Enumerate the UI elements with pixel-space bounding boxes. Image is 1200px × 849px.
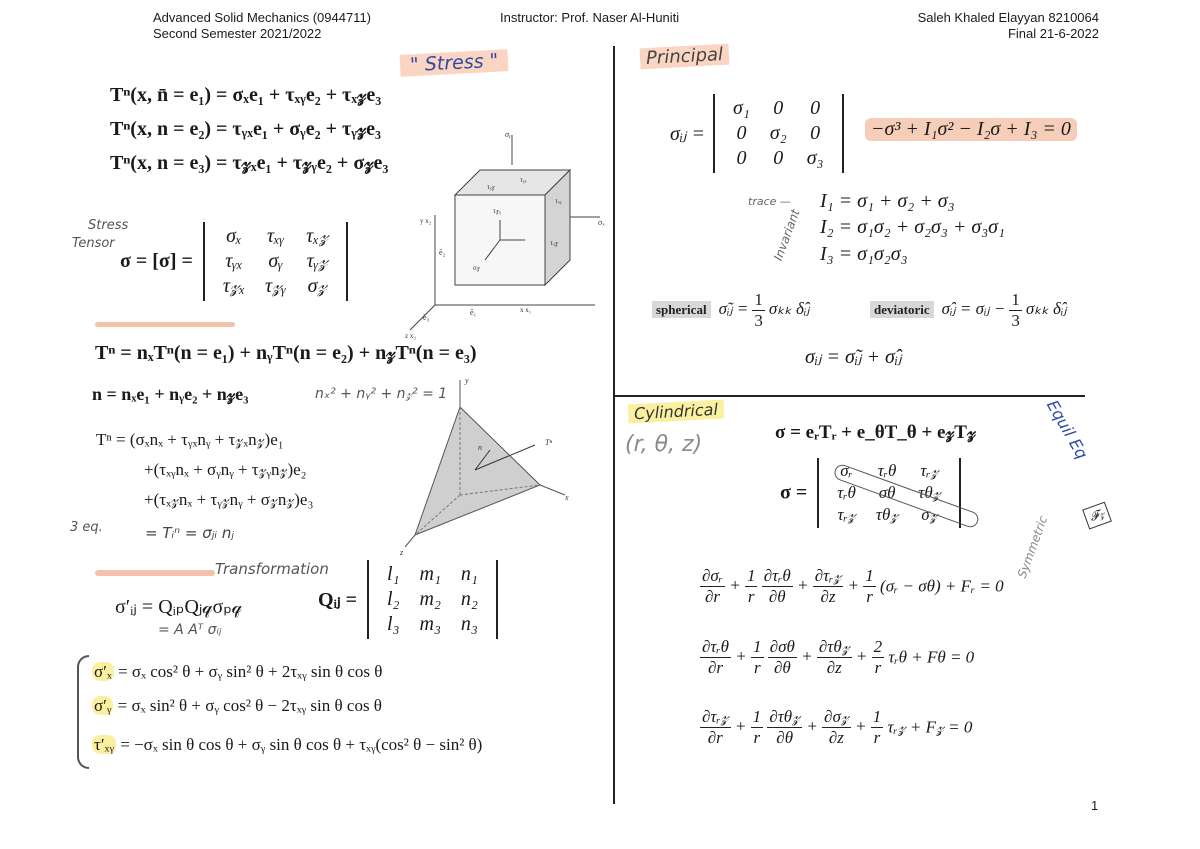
- trace-label: trace —: [748, 195, 791, 208]
- rotation-lhs: σ′ᵧ: [94, 696, 112, 715]
- sigma-vector-eq: σ = eᵣTᵣ + e_θT_θ + e𝓏T𝓏: [775, 422, 976, 443]
- q-matrix: [367, 560, 498, 639]
- matrix-cell: τᵣθ: [837, 483, 856, 502]
- matrix-cell: l₂: [387, 588, 400, 610]
- term-num: ∂τᵣ𝓏: [702, 707, 729, 726]
- term-num: ∂τθ𝓏: [769, 707, 801, 726]
- transformation-label: Transformation: [215, 560, 329, 578]
- term-den: ∂z: [820, 587, 836, 606]
- equil-tail: τᵣθ + Fθ = 0: [888, 647, 975, 667]
- matrix-cell: m₁: [419, 563, 441, 585]
- fraction: [1009, 290, 1022, 331]
- horizontal-divider: [615, 395, 1085, 397]
- matrix-cell: τₓᵧ: [266, 225, 285, 247]
- invariant-label: Invariant: [771, 207, 803, 263]
- tensor-lhs: σ = [σ] =: [120, 250, 193, 272]
- matrix-cell: τᵣ𝓏: [837, 505, 856, 524]
- equil-label: Equil Eq: [1042, 396, 1092, 463]
- cube-label: ē₂: [439, 248, 446, 257]
- rotation-rhs: = σₓ cos² θ + σᵧ sin² θ + 2τₓᵧ sin θ cos θ: [118, 662, 383, 681]
- term-den: ∂z: [828, 728, 844, 747]
- matrix-cell: n₃: [460, 613, 478, 635]
- traction-eq-1: Tⁿ(x, n̄ = e₁) = σₓe₁ + τₓᵧe₂ + τₓ𝓏e₃: [110, 84, 382, 106]
- three-eq-label: 3 eq.: [70, 520, 103, 535]
- transform-alt: = A Aᵀ σᵢⱼ: [158, 622, 222, 638]
- course-title: Advanced Solid Mechanics (0944711): [153, 10, 372, 25]
- stress-label: " Stress ": [399, 49, 508, 77]
- matrix-cell: σ₂: [769, 122, 787, 144]
- normal-vector-eq: n = nₓe₁ + nᵧe₂ + n𝓏e₃: [92, 384, 249, 404]
- ff-box: 𝓕𝓏: [1082, 501, 1112, 529]
- tetra-label: y: [465, 376, 469, 385]
- traction-eq-3: Tⁿ(x, n = e₃) = τ𝓏ₓe₁ + τ𝓏ᵧe₂ + σ𝓏e₃: [110, 152, 389, 174]
- traction-expanded-2: +(τₓᵧnₓ + σᵧnᵧ + τ𝓏ᵧn𝓏)e₂: [144, 460, 307, 479]
- matrix-cell: 0: [773, 147, 784, 169]
- spherical-rhs: σₖₖ δ̂ᵢⱼ: [768, 299, 810, 319]
- cylindrical-tensor: [780, 458, 961, 528]
- term-den: ∂r: [707, 728, 723, 747]
- frac-den: r: [874, 658, 882, 677]
- matrix-cell: σᵣ: [840, 461, 853, 480]
- term-den: ∂z: [826, 658, 842, 677]
- matrix-cell: τᵣ𝓏: [920, 461, 939, 480]
- deviatoric-lhs: σ̂ᵢⱼ = σᵢⱼ −: [941, 299, 1006, 319]
- cube-label: τₓᵧ: [555, 197, 562, 205]
- matrix-cell: σθ: [878, 483, 896, 502]
- equil-eq-2: $\frac{\text{∂τᵣθ}}{\partial r}$ + $\frac{1}{r}$ $\frac{\partial\sigma\theta}{\partial\theta}$ + $\frac{\text{∂τθ𝓏}}{\partial z}$ + $\frac{2}{r}$ τᵣθ + Fθ = 0: [702, 637, 975, 677]
- equil-eq-3: $\frac{\text{∂τᵣ𝓏}}{\partial r}$ + $\frac{1}{r}$ $\frac{\text{∂τθ𝓏}}{\partial\theta}$ + $\frac{\text{∂σ𝓏}}{\partial z}$ + $\frac{1}{r}$ τᵣ𝓏 + F𝓏 = 0: [702, 707, 973, 747]
- cylindrical-label: Cylindrical: [628, 400, 725, 424]
- principal-label: Principal: [640, 44, 730, 70]
- cube-label: σₓ: [598, 218, 605, 227]
- cyl-lhs: σ =: [780, 481, 808, 504]
- cube-label: τᵧ𝓏: [487, 183, 495, 191]
- frac-den: r: [873, 728, 881, 747]
- matrix-cell: 0: [736, 122, 747, 144]
- matrix-cell: n₂: [460, 588, 478, 610]
- term-num: ∂σ𝓏: [824, 707, 849, 726]
- q-matrix-block: [318, 560, 498, 639]
- matrix-cell: m₂: [419, 588, 441, 610]
- frac-den: r: [866, 587, 873, 606]
- term-num: ∂τᵣ𝓏: [814, 566, 842, 585]
- highlight-stroke: [95, 570, 215, 576]
- rotation-eq-2: [92, 696, 382, 716]
- frac-den: r: [753, 728, 761, 747]
- brace: [77, 655, 89, 769]
- transform-eq: σ′ᵢⱼ = QᵢₚQⱼ𝓆σₚ𝓆: [115, 596, 243, 618]
- frac-den: 3: [1011, 311, 1020, 330]
- frac-num: 1: [746, 566, 756, 585]
- cube-label: σᵧ: [505, 130, 511, 139]
- term-num: ∂τθ𝓏: [818, 637, 850, 656]
- term-den: ∂θ: [776, 728, 794, 747]
- cube-label: ē₁: [470, 308, 477, 317]
- rotation-lhs: τ′ₓᵧ: [94, 735, 114, 754]
- frac-num: 1: [1011, 290, 1020, 309]
- frac-num: 1: [872, 707, 882, 726]
- invariant-1: I₁ = σ₁ + σ₂ + σ₃: [820, 190, 955, 212]
- normal-norm-eq: nₓ² + nᵧ² + n𝓏² = 1: [315, 386, 448, 402]
- tensor-matrix: [203, 222, 348, 301]
- term-den: ∂θ: [768, 587, 786, 606]
- stress-tensor: [120, 222, 348, 301]
- matrix-cell: σₓ: [226, 225, 242, 247]
- matrix-cell: σ𝓏: [921, 505, 938, 524]
- term-num: ∂σθ: [769, 637, 795, 656]
- frac-den: r: [753, 658, 761, 677]
- q-lhs: Qᵢⱼ =: [318, 589, 357, 611]
- deviatoric-tag: deviatoric: [870, 301, 934, 318]
- frac-num: 1: [754, 290, 763, 309]
- page-number: 1: [1091, 798, 1099, 813]
- spherical-tag: spherical: [652, 301, 711, 318]
- tetra-label: Tⁿ: [545, 438, 552, 447]
- tensor-label: Tensor: [72, 236, 115, 251]
- rotation-eq-1: [92, 662, 382, 682]
- matrix-cell: l₁: [387, 563, 400, 585]
- matrix-cell: τᵣθ: [877, 461, 897, 480]
- tetra-label: n: [478, 443, 482, 452]
- traction-eq-2: Tⁿ(x, n = e₂) = τᵧₓe₁ + σᵧe₂ + τᵧ𝓏e₃: [110, 118, 382, 140]
- principal-lhs: σᵢⱼ =: [670, 123, 706, 145]
- stress-cube-diagram: [405, 125, 615, 340]
- exam-date: Final 21-6-2022: [1007, 26, 1099, 41]
- frac-num: 1: [752, 707, 762, 726]
- traction-sum-eq: Tⁿ = nₓTⁿ(n = e₁) + nᵧTⁿ(n = e₂) + n𝓏Tⁿ(n = e₃): [95, 342, 477, 364]
- traction-expanded-1: Tⁿ = (σₓnₓ + τᵧₓnᵧ + τ𝓏ₓn𝓏)e₁: [96, 430, 284, 449]
- student-name: Saleh Khaled Elayyan 8210064: [917, 10, 1099, 25]
- matrix-cell: σ₁: [733, 97, 750, 119]
- characteristic-eq: −σ³ + I₁σ² − I₂σ + I₃ = 0: [865, 118, 1077, 141]
- equil-eq-1: $\frac{\text{∂σᵣ}}{\partial r}$ + $\frac{1}{r}$ $\frac{\text{∂τᵣθ}}{\partial\theta}$ + $\frac{\text{∂τᵣ𝓏}}{\partial z}$ + $\frac{1}{r}$ (σᵣ − σθ) + Fᵣ = 0: [702, 566, 1004, 606]
- matrix-cell: τ𝓏ₓ: [222, 275, 246, 297]
- index-form-eq: = Tᵢⁿ = σⱼᵢ nⱼ: [145, 524, 234, 542]
- term-num: ∂σᵣ: [702, 566, 723, 585]
- cube-label: z x₃: [405, 332, 416, 340]
- spherical-eq: [652, 290, 810, 331]
- matrix-cell: τ𝓏ᵧ: [265, 275, 287, 297]
- frac-num: 1: [753, 637, 762, 656]
- rotation-eq-3: [92, 735, 482, 755]
- decomposition-eq: σᵢⱼ = σ̃ᵢⱼ + σ̂ᵢⱼ: [805, 346, 902, 368]
- cube-label: τ𝓏ᵧ: [493, 207, 501, 215]
- symmetric-label: Symmetric: [1014, 514, 1051, 580]
- traction-expanded-3: +(τₓ𝓏nₓ + τᵧ𝓏nᵧ + σ𝓏n𝓏)e₃: [144, 490, 314, 509]
- matrix-cell: l₃: [387, 613, 400, 635]
- tetra-label: x: [565, 493, 569, 502]
- principal-matrix: [713, 94, 843, 173]
- matrix-cell: m₃: [419, 613, 441, 635]
- cube-label: y x₂: [420, 217, 432, 225]
- term-den: ∂r: [708, 658, 724, 677]
- matrix-cell: τᵧ𝓏: [306, 250, 328, 272]
- highlight-stroke: [95, 322, 235, 327]
- rotation-rhs: = −σₓ sin θ cos θ + σᵧ sin θ cos θ + τₓᵧ(cos² θ − sin² θ): [120, 735, 483, 754]
- cube-label: ē₃: [423, 313, 430, 322]
- matrix-cell: 0: [736, 147, 747, 169]
- cube-label: σ𝓏: [473, 264, 481, 272]
- frac-num: 1: [865, 566, 874, 585]
- term-num: ∂τᵣθ: [702, 637, 730, 656]
- invariant-3: I₃ = σ₁σ₂σ₃: [820, 243, 908, 265]
- matrix-cell: τθ𝓏: [918, 483, 941, 502]
- matrix-cell: σ𝓏: [307, 275, 327, 297]
- matrix-cell: 0: [810, 97, 821, 119]
- frac-den: 3: [754, 311, 763, 330]
- rotation-rhs: = σₓ sin² θ + σᵧ cos² θ − 2τₓᵧ sin θ cos θ: [117, 696, 382, 715]
- principal-block: [670, 94, 844, 173]
- invariant-2: I₂ = σ₁σ₂ + σ₂σ₃ + σ₃σ₁: [820, 216, 1005, 238]
- matrix-cell: τₓ𝓏: [306, 225, 329, 247]
- term-den: ∂r: [704, 587, 720, 606]
- equil-tail: (σᵣ − σθ) + Fᵣ = 0: [880, 576, 1004, 596]
- term-num: ∂τᵣθ: [763, 566, 791, 585]
- tetra-label: z: [400, 548, 404, 555]
- deviatoric-eq: [870, 290, 1067, 331]
- matrix-cell: τθ𝓏: [875, 505, 899, 524]
- matrix-cell: σᵧ: [268, 250, 283, 272]
- fraction: [752, 290, 765, 331]
- cube-label: τₓ𝓏: [550, 239, 559, 247]
- matrix-cell: τᵧₓ: [225, 250, 243, 272]
- matrix-cell: 0: [810, 122, 821, 144]
- frac-den: r: [747, 587, 755, 606]
- instructor: Instructor: Prof. Naser Al-Huniti: [500, 10, 680, 25]
- frac-num: 2: [873, 637, 883, 656]
- tetrahedron-diagram: [395, 375, 580, 555]
- coords-label: (r, θ, z): [625, 432, 703, 457]
- matrix-cell: σ₃: [806, 147, 824, 169]
- term-den: ∂θ: [773, 658, 791, 677]
- cube-label: x x₁: [520, 306, 532, 314]
- matrix-cell: 0: [773, 97, 784, 119]
- spherical-lhs: σ̃ᵢⱼ =: [718, 299, 749, 319]
- deviatoric-rhs: σₖₖ δ̂ᵢⱼ: [1025, 299, 1067, 319]
- matrix-cell: n₁: [460, 563, 478, 585]
- equil-tail: τᵣ𝓏 + F𝓏 = 0: [887, 717, 973, 737]
- cube-label: τᵧₓ: [520, 176, 527, 184]
- rotation-lhs: σ′ₓ: [94, 662, 112, 681]
- semester: Second Semester 2021/2022: [153, 26, 322, 41]
- stress-tensor-label: Stress: [88, 218, 129, 233]
